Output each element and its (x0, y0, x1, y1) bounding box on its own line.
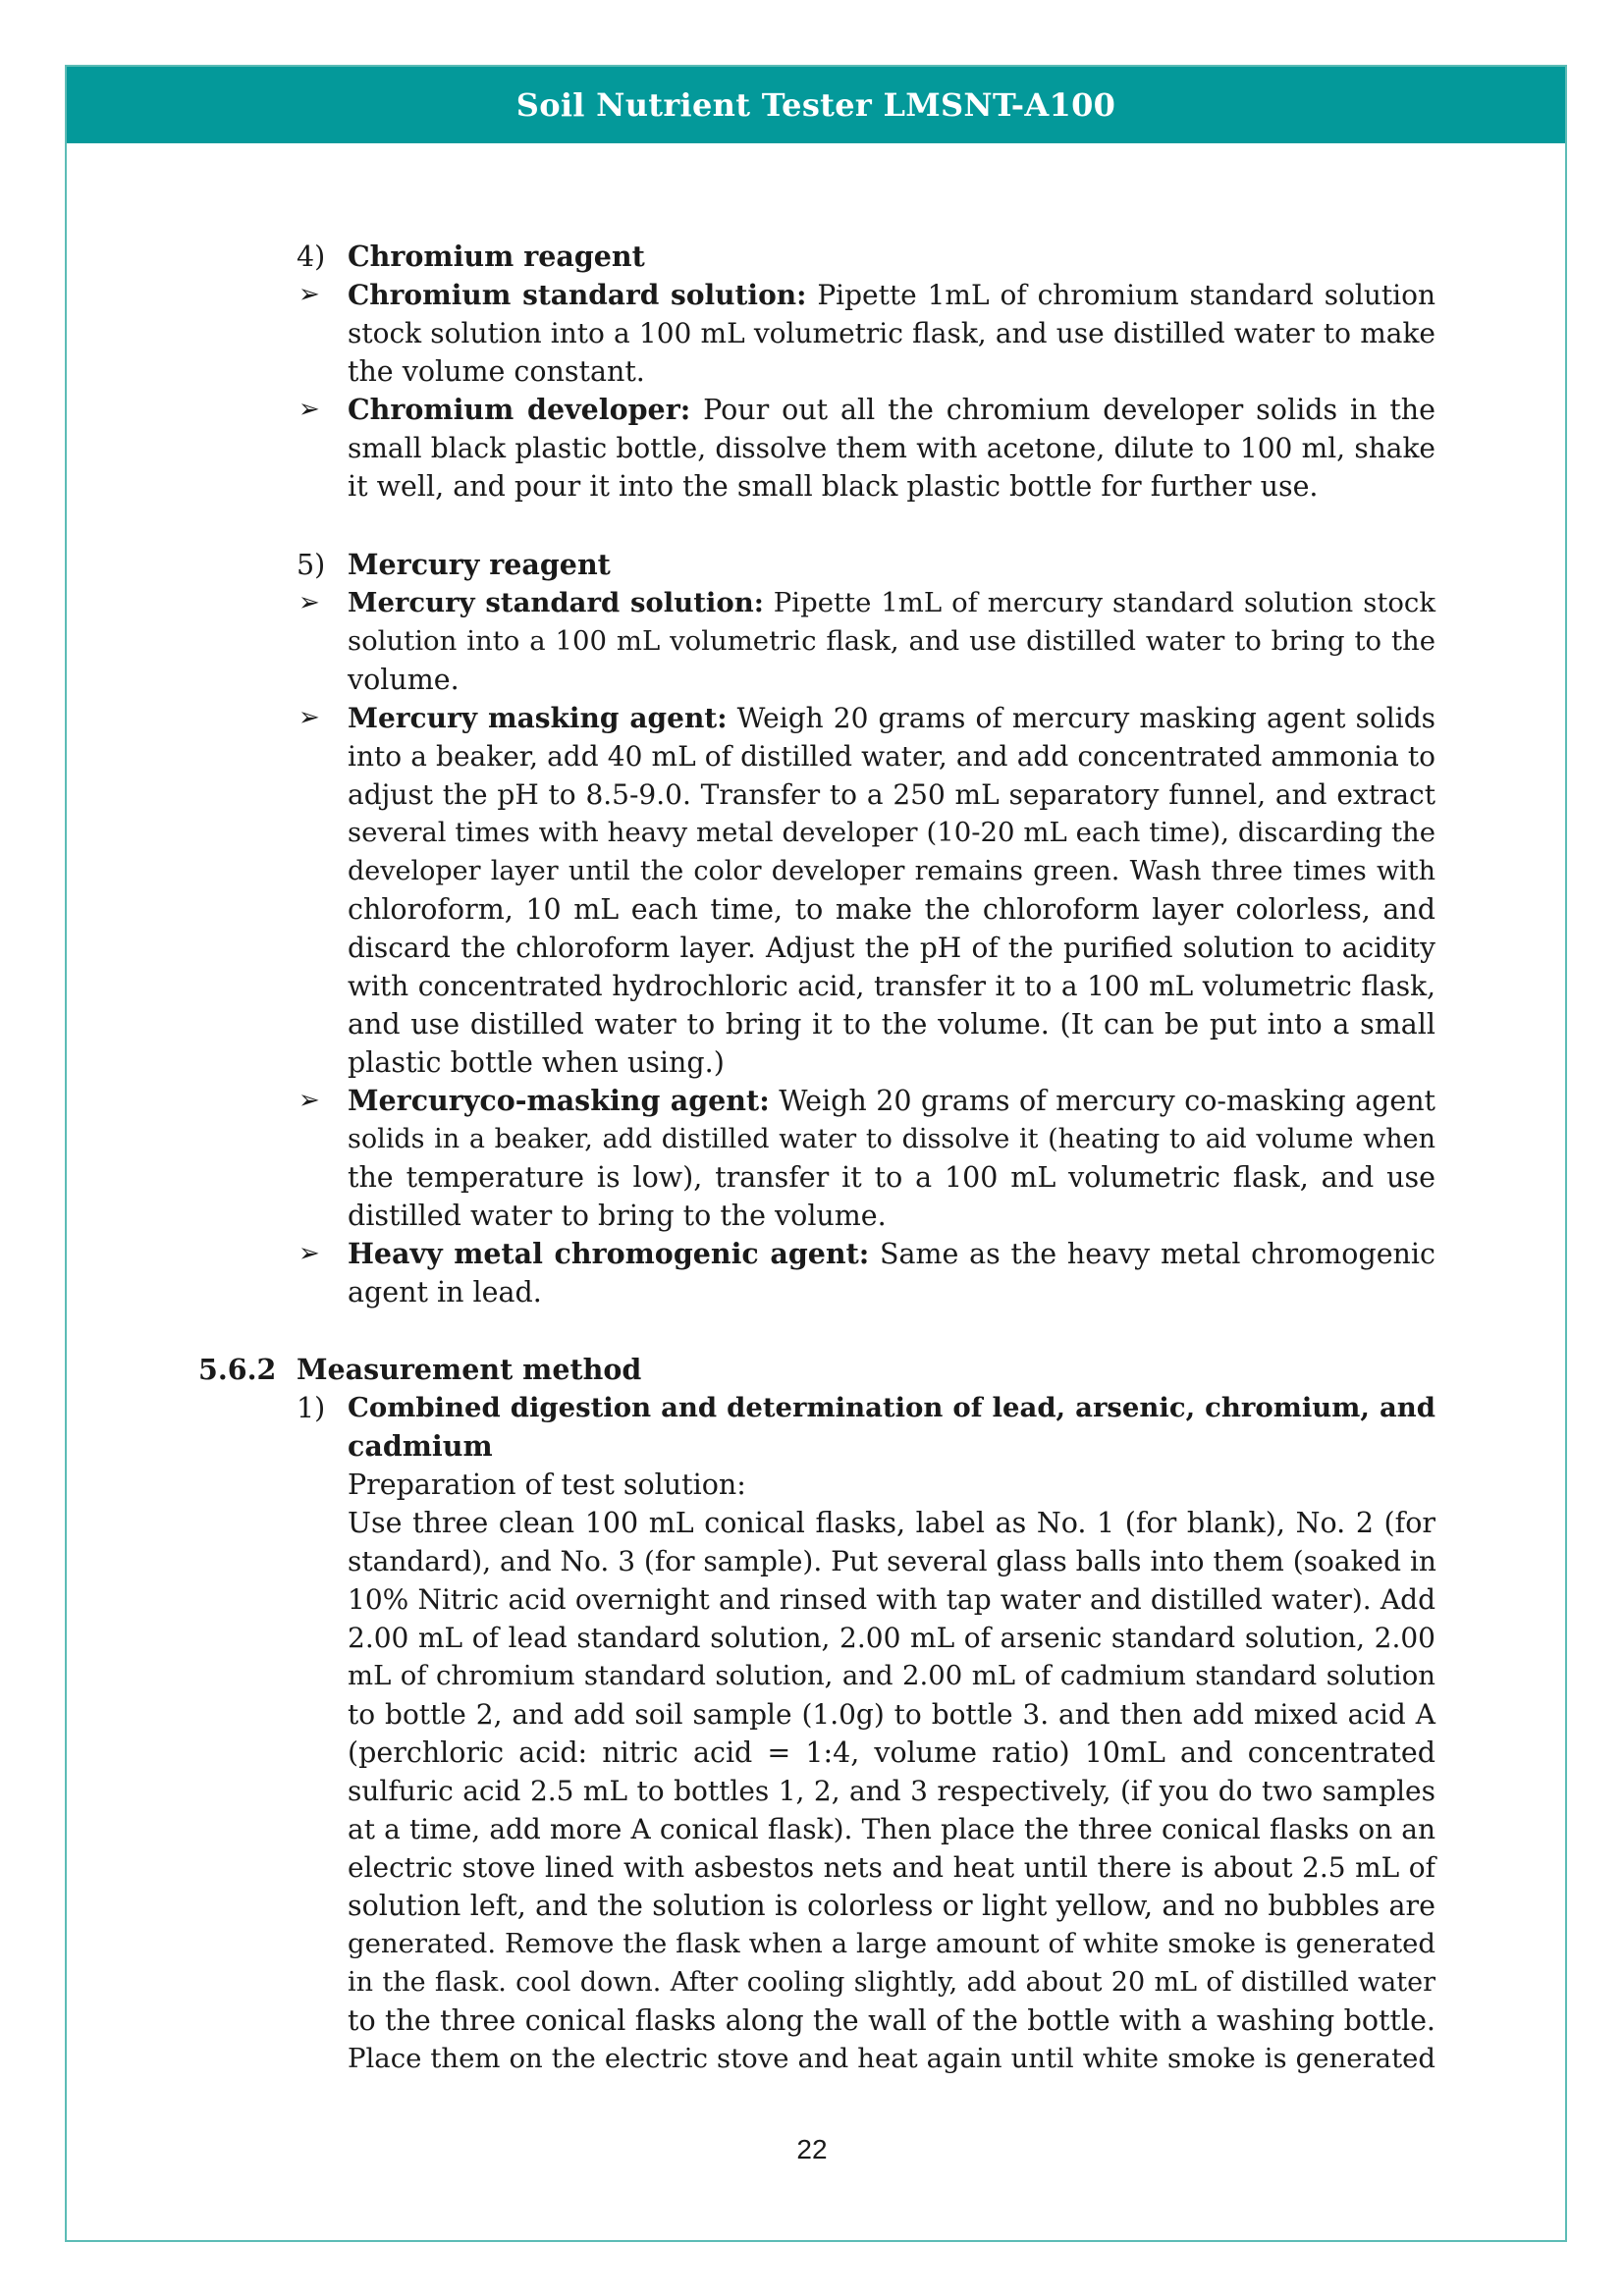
body-line: to the three conical flasks along the wall of the bottle with a washing bottle. (348, 2004, 1435, 2037)
body-line: generated. Remove the flask when a large amount of white smoke is generated (348, 1928, 1435, 1959)
subsection-title-line: cadmium (348, 1429, 493, 1463)
item-first-line: Chromium standard solution: Pipette 1mL of chromium standard solution (348, 279, 1436, 311)
section-title: Mercury reagent (348, 548, 611, 581)
body-line: sulfuric acid 2.5 mL to bottles 1, 2, and 3 respectively, (if you do two samples (348, 1775, 1435, 1807)
subsection-title: Combined digestion and determination of lead, arsenic, chromium, and (348, 1392, 1435, 1423)
body-line: mL of chromium standard solution, and 2.00 mL of cadmium standard solution (348, 1660, 1435, 1691)
prep-label: Preparation of test solution: (348, 1468, 746, 1501)
body-line: standard), and No. 3 (for sample). Put several glass balls into them (soaked in (348, 1545, 1436, 1577)
item-line: agent in lead. (348, 1276, 542, 1308)
body-line: Place them on the electric stove and heat again until white smoke is generated (348, 2043, 1435, 2074)
item-label: Mercuryco-masking agent: (348, 1084, 770, 1117)
item-first-line: Heavy metal chromogenic agent: Same as the heavy metal chromogenic (348, 1237, 1435, 1270)
item-line: solution into a 100 mL volumetric flask, and use distilled water to bring to the (348, 625, 1435, 657)
section-title: Chromium reagent (348, 240, 645, 273)
arrow-bullet-icon: ➢ (298, 703, 320, 732)
item-first-line: Mercuryco-masking agent: Weigh 20 grams of mercury co-masking agent (348, 1084, 1436, 1117)
item-line: stock solution into a 100 mL volumetric flask, and use distilled water to make (348, 317, 1435, 349)
section-number: 5) (297, 549, 326, 581)
item-line: into a beaker, add 40 mL of distilled water, and add concentrated ammonia to (348, 740, 1435, 773)
item-line: volume. (348, 664, 460, 696)
arrow-bullet-icon: ➢ (298, 1239, 320, 1268)
section-number: 4) (297, 240, 326, 273)
item-line: the volume constant. (348, 355, 645, 388)
item-line: solids in a beaker, add distilled water to dissolve it (heating to aid volume when (348, 1124, 1435, 1154)
item-line: chloroform, 10 mL each time, to make the chloroform layer colorless, and (348, 893, 1435, 926)
item-label: Mercury masking agent: (348, 702, 728, 734)
body-line: at a time, add more A conical flask). Then place the three conical flasks on an (348, 1813, 1435, 1845)
arrow-bullet-icon: ➢ (298, 280, 320, 309)
item-line: small black plastic bottle, dissolve them with acetone, dilute to 100 ml, shake (348, 432, 1435, 464)
item-line: several times with heavy metal developer (10-20 mL each time), discarding the (348, 817, 1435, 848)
body-line: in the flask. cool down. After cooling slightly, add about 20 mL of distilled water (348, 1967, 1435, 1998)
body-line: Use three clean 100 mL conical flasks, label as No. 1 (for blank), No. 2 (for (348, 1507, 1435, 1539)
page-header (67, 67, 1565, 143)
item-line: it well, and pour it into the small black plastic bottle for further use. (348, 470, 1319, 503)
section-title: Measurement method (297, 1353, 642, 1386)
page-number: 22 (796, 2134, 828, 2164)
arrow-bullet-icon: ➢ (298, 1086, 320, 1115)
item-line: discard the chloroform layer. Adjust the pH of the purified solution to acidity (348, 932, 1435, 964)
item-label: Heavy metal chromogenic agent: (348, 1237, 870, 1270)
item-line: and use distilled water to bring it to the volume. (It can be put into a small (348, 1008, 1435, 1041)
item-line: adjust the pH to 8.5-9.0. Transfer to a 250 mL separatory funnel, and extract (348, 778, 1435, 811)
body-line: solution left, and the solution is colorless or light yellow, and no bubbles are (348, 1890, 1435, 1922)
body-line: to bottle 2, and add soil sample (1.0g) to bottle 3. and then add mixed acid A (348, 1698, 1435, 1731)
item-label: Chromium developer: (348, 393, 691, 426)
item-label: Mercury standard solution: (348, 587, 764, 618)
item-line: with concentrated hydrochloric acid, transfer it to a 100 mL volumetric flask, (348, 970, 1435, 1002)
item-line: plastic bottle when using.) (348, 1046, 725, 1079)
item-first-line: Mercury masking agent: Weigh 20 grams of mercury masking agent solids (348, 702, 1435, 734)
arrow-bullet-icon: ➢ (298, 395, 320, 424)
item-line: the temperature is low), transfer it to a 100 mL volumetric flask, and use (348, 1161, 1435, 1194)
item-line: distilled water to bring to the volume. (348, 1200, 887, 1232)
item-first-line: Chromium developer: Pour out all the chromium developer solids in the (348, 393, 1435, 426)
body-line: 2.00 mL of lead standard solution, 2.00 mL of arsenic standard solution, 2.00 (348, 1622, 1435, 1654)
arrow-bullet-icon: ➢ (298, 588, 320, 617)
body-line: 10% Nitric acid overnight and rinsed with tap water and distilled water). Add (348, 1583, 1435, 1616)
subsection-number: 1) (297, 1392, 326, 1424)
header-title: Soil Nutrient Tester LMSNT-A100 (515, 86, 1116, 124)
item-line: developer layer until the color developer remains green. Wash three times with (348, 856, 1435, 886)
item-label: Chromium standard solution: (348, 279, 807, 311)
body-line: electric stove lined with asbestos nets and heat until there is about 2.5 mL of (348, 1851, 1435, 1884)
body-line: (perchloric acid: nitric acid = 1:4, volume ratio) 10mL and concentrated (348, 1736, 1435, 1769)
item-first-line: Mercury standard solution: Pipette 1mL of mercury standard solution stock (348, 587, 1435, 618)
section-number: 5.6.2 (198, 1353, 277, 1386)
